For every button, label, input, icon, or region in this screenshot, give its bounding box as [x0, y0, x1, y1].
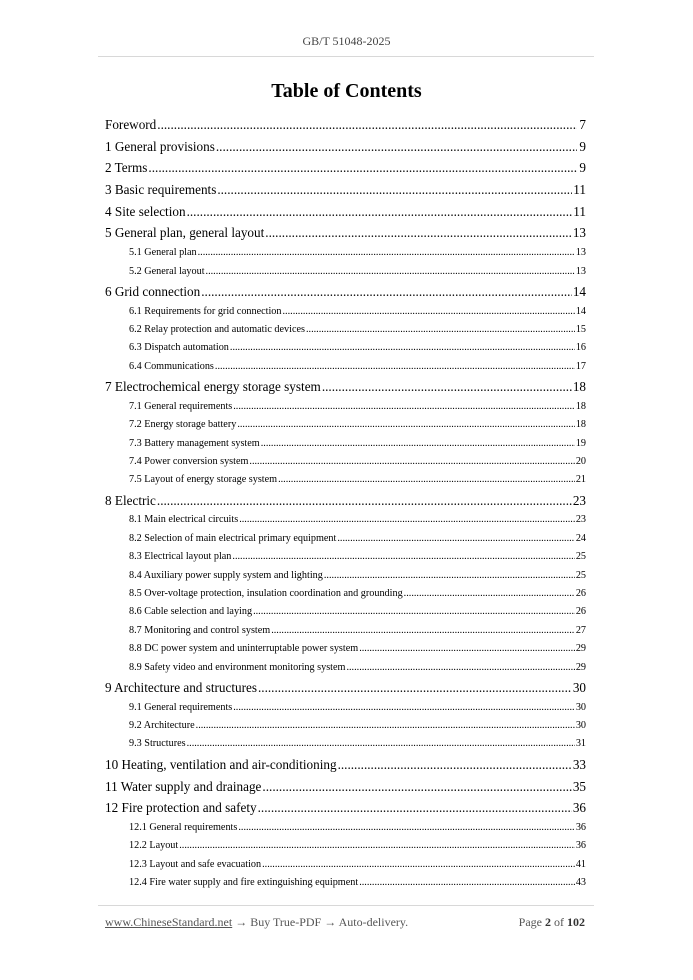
toc-entry-title: 7.2 Energy storage battery	[129, 419, 237, 431]
toc-section-entry[interactable]	[105, 471, 586, 489]
toc-entry-title: 8.5 Over-voltage protection, insulation coordination and grounding	[129, 588, 403, 600]
toc-entry-title: 5.2 General layout	[129, 265, 205, 277]
toc-section-entry[interactable]	[105, 567, 586, 585]
toc-section-entry[interactable]	[105, 435, 586, 453]
buy-true-pdf-link[interactable]: Buy True-PDF	[250, 915, 322, 929]
dot-leader	[265, 222, 572, 244]
toc-entry-title: 2 Terms	[105, 160, 148, 176]
toc-section-entry[interactable]	[105, 416, 586, 434]
toc-section-entry[interactable]	[105, 398, 586, 416]
toc-page-number: 13	[575, 265, 586, 277]
toc-chapter-entry[interactable]	[105, 201, 586, 223]
toc-page-number: 25	[575, 551, 586, 563]
toc-page-number: 21	[575, 474, 586, 486]
toc-page-number: 18	[575, 400, 586, 412]
dot-leader	[262, 776, 571, 798]
dot-leader	[306, 321, 575, 339]
dot-leader	[233, 699, 575, 717]
toc-entry-title: 6.4 Communications	[129, 360, 214, 372]
toc-entry-title: 6.1 Requirements for grid connection	[129, 305, 282, 317]
dot-leader	[239, 511, 575, 529]
dot-leader	[206, 263, 575, 281]
dot-leader	[196, 717, 575, 735]
dot-leader	[179, 837, 575, 855]
dot-leader	[261, 435, 575, 453]
toc-page-number: 33	[572, 756, 586, 772]
dot-leader	[404, 585, 575, 603]
dot-leader	[232, 548, 574, 566]
toc-page-number: 15	[575, 323, 586, 335]
toc-entry-title: 11 Water supply and drainage	[105, 778, 262, 794]
toc-chapter-entry[interactable]	[105, 376, 586, 398]
toc-page-number: 11	[573, 182, 586, 198]
toc-entry-title: 9.1 General requirements	[129, 701, 233, 713]
toc-page-number: 35	[572, 778, 586, 794]
toc-section-entry[interactable]	[105, 874, 586, 892]
toc-entry-title: 7.4 Power conversion system	[129, 456, 249, 468]
toc-page-number: 30	[575, 701, 586, 713]
toc-page-number: 26	[575, 606, 586, 618]
toc-entry-title: 12.1 General requirements	[129, 821, 238, 833]
dot-leader	[262, 856, 575, 874]
document-header: GB/T 51048-2025	[302, 34, 391, 48]
toc-entry-title: 10 Heating, ventilation and air-conditioning	[105, 756, 337, 772]
toc-entry-title: 9.2 Architecture	[129, 720, 195, 732]
toc-page-number: 30	[575, 720, 586, 732]
toc-page-number: 9	[579, 160, 586, 176]
toc-chapter-entry[interactable]	[105, 754, 586, 776]
toc-chapter-entry[interactable]	[105, 114, 586, 136]
toc-section-entry[interactable]	[105, 603, 586, 621]
toc-chapter-entry[interactable]	[105, 179, 586, 201]
dot-leader	[230, 339, 575, 357]
toc-entry-title: 6.2 Relay protection and automatic devices	[129, 323, 305, 335]
dot-leader	[148, 157, 577, 179]
toc-section-entry[interactable]	[105, 263, 586, 281]
toc-page-number: 17	[575, 360, 586, 372]
toc-section-entry[interactable]	[105, 837, 586, 855]
toc-entry-title: 8.7 Monitoring and control system	[129, 624, 271, 636]
toc-entry-title: 5 General plan, general layout	[105, 225, 265, 241]
dot-leader	[215, 358, 575, 376]
toc-page-number: 11	[573, 203, 586, 219]
toc-section-entry[interactable]	[105, 659, 586, 677]
toc-entry-title: 6.3 Dispatch automation	[129, 342, 229, 354]
toc-entry-title: 7 Electrochemical energy storage system	[105, 379, 321, 395]
website-link[interactable]: www.ChineseStandard.net	[105, 915, 233, 929]
toc-entry-title: 12.4 Fire water supply and fire extinguishing equipment	[129, 877, 359, 889]
toc-entry-title: 7.3 Battery management system	[129, 437, 260, 449]
toc-section-entry[interactable]	[105, 244, 586, 262]
dot-leader	[324, 567, 575, 585]
toc-page-number: 36	[575, 821, 586, 833]
toc-entry-title: 9 Architecture and structures	[105, 680, 257, 695]
dot-leader	[338, 754, 572, 776]
toc-section-entry[interactable]	[105, 717, 586, 735]
toc-section-entry[interactable]	[105, 339, 586, 357]
dot-leader	[359, 874, 575, 892]
toc-page-number: 9	[579, 138, 586, 154]
dot-leader	[233, 398, 575, 416]
page-footer	[105, 915, 585, 930]
toc-entry-title: 12.3 Layout and safe evacuation	[129, 858, 262, 870]
toc-page-number: 29	[575, 661, 586, 673]
toc-page-number: 43	[575, 877, 586, 889]
dot-leader	[237, 416, 575, 434]
toc-section-entry[interactable]	[105, 819, 586, 837]
dot-leader	[198, 244, 575, 262]
toc-entry-title: Foreword	[105, 117, 157, 132]
dot-leader	[249, 453, 574, 471]
toc-entry-title: 8 Electric	[105, 492, 156, 508]
toc-page-number: 25	[575, 569, 586, 581]
dot-leader	[216, 136, 577, 158]
toc-page-number: 14	[575, 305, 586, 317]
toc-entry-title: 6 Grid connection	[105, 283, 201, 299]
toc-section-entry[interactable]	[105, 622, 586, 640]
dot-leader	[201, 281, 572, 303]
toc-chapter-entry[interactable]	[105, 776, 586, 798]
toc-page-number: 14	[572, 283, 586, 299]
dot-leader	[258, 677, 572, 699]
footer-divider	[98, 905, 594, 906]
toc-entry-title: 8.9 Safety video and environment monitoring system	[129, 661, 346, 673]
header-divider	[98, 56, 594, 57]
toc-page-number: 7	[579, 117, 586, 132]
current-page-number: 2	[545, 915, 551, 929]
toc-page-number: 41	[575, 858, 586, 870]
arrow-icon: →	[324, 915, 337, 929]
toc-page-number: 19	[575, 437, 586, 449]
dot-leader	[359, 640, 575, 658]
dot-leader	[157, 490, 572, 512]
toc-section-entry[interactable]	[105, 321, 586, 339]
toc-page-number: 31	[575, 738, 586, 750]
toc-section-entry[interactable]	[105, 585, 586, 603]
toc-entry-title: 8.1 Main electrical circuits	[129, 514, 239, 526]
toc-section-entry[interactable]	[105, 453, 586, 471]
toc-section-entry[interactable]	[105, 735, 586, 753]
toc-section-entry[interactable]	[105, 699, 586, 717]
dot-leader	[187, 201, 573, 223]
dot-leader	[258, 797, 572, 819]
toc-section-entry[interactable]	[105, 303, 586, 321]
total-pages-number: 102	[567, 915, 585, 929]
toc-page-number: 20	[575, 456, 586, 468]
toc-page-number: 13	[575, 247, 586, 259]
toc-chapter-entry[interactable]	[105, 797, 586, 819]
toc-chapter-entry[interactable]	[105, 222, 586, 244]
toc-chapter-entry[interactable]	[105, 281, 586, 303]
toc-entry-title: 7.1 General requirements	[129, 400, 233, 412]
toc-page-number: 16	[575, 342, 586, 354]
dot-leader	[271, 622, 575, 640]
page-indicator	[519, 915, 585, 930]
toc-entry-title: 8.8 DC power system and uninterruptable power system	[129, 643, 359, 655]
toc-page-number: 29	[575, 643, 586, 655]
toc-chapter-entry[interactable]	[105, 677, 586, 699]
toc-page-number: 36	[572, 800, 586, 816]
toc-entry-title: 8.2 Selection of main electrical primary equipment	[129, 532, 337, 544]
page-of-label: of	[554, 915, 564, 929]
table-of-contents	[105, 114, 586, 892]
toc-section-entry[interactable]	[105, 640, 586, 658]
dot-leader	[238, 819, 574, 837]
toc-page-number: 26	[575, 588, 586, 600]
dot-leader	[187, 735, 575, 753]
footer-promo	[105, 915, 408, 930]
toc-page-number: 23	[572, 492, 586, 508]
toc-entry-title: 3 Basic requirements	[105, 182, 217, 198]
toc-chapter-entry[interactable]	[105, 490, 586, 512]
arrow-icon: →	[235, 915, 248, 929]
toc-page-number: 36	[575, 840, 586, 852]
toc-entry-title: 8.3 Electrical layout plan	[129, 551, 232, 563]
toc-page-number: 30	[572, 680, 586, 695]
toc-page-number: 24	[575, 532, 586, 544]
toc-page-number: 18	[572, 379, 586, 395]
dot-leader	[278, 471, 575, 489]
toc-entry-title: 12 Fire protection and safety	[105, 800, 257, 816]
toc-chapter-entry[interactable]	[105, 157, 586, 179]
dot-leader	[217, 179, 572, 201]
dot-leader	[337, 530, 574, 548]
toc-entry-title: 7.5 Layout of energy storage system	[129, 474, 278, 486]
toc-chapter-entry[interactable]	[105, 136, 586, 158]
dot-leader	[157, 114, 577, 136]
toc-entry-title: 8.6 Cable selection and laying	[129, 606, 253, 618]
toc-section-entry[interactable]	[105, 358, 586, 376]
page-label: Page	[518, 915, 542, 929]
toc-section-entry[interactable]	[105, 856, 586, 874]
toc-entry-title: 4 Site selection	[105, 203, 186, 219]
toc-entry-title: 9.3 Structures	[129, 738, 186, 750]
toc-page-number: 27	[575, 624, 586, 636]
toc-section-entry[interactable]	[105, 548, 586, 566]
dot-leader	[322, 376, 572, 398]
toc-page-number: 18	[575, 419, 586, 431]
toc-page-number: 13	[572, 225, 586, 241]
toc-section-entry[interactable]	[105, 511, 586, 529]
dot-leader	[283, 303, 575, 321]
dot-leader	[346, 659, 574, 677]
toc-entry-title: 12.2 Layout	[129, 840, 179, 852]
toc-entry-title: 1 General provisions	[105, 138, 215, 154]
auto-delivery-text: Auto-delivery.	[338, 915, 409, 929]
toc-section-entry[interactable]	[105, 530, 586, 548]
toc-entry-title: 8.4 Auxiliary power supply system and lighting	[129, 569, 323, 581]
page-title: Table of Contents	[271, 80, 422, 102]
toc-page-number: 23	[575, 514, 586, 526]
dot-leader	[253, 603, 575, 621]
toc-entry-title: 5.1 General plan	[129, 247, 197, 259]
